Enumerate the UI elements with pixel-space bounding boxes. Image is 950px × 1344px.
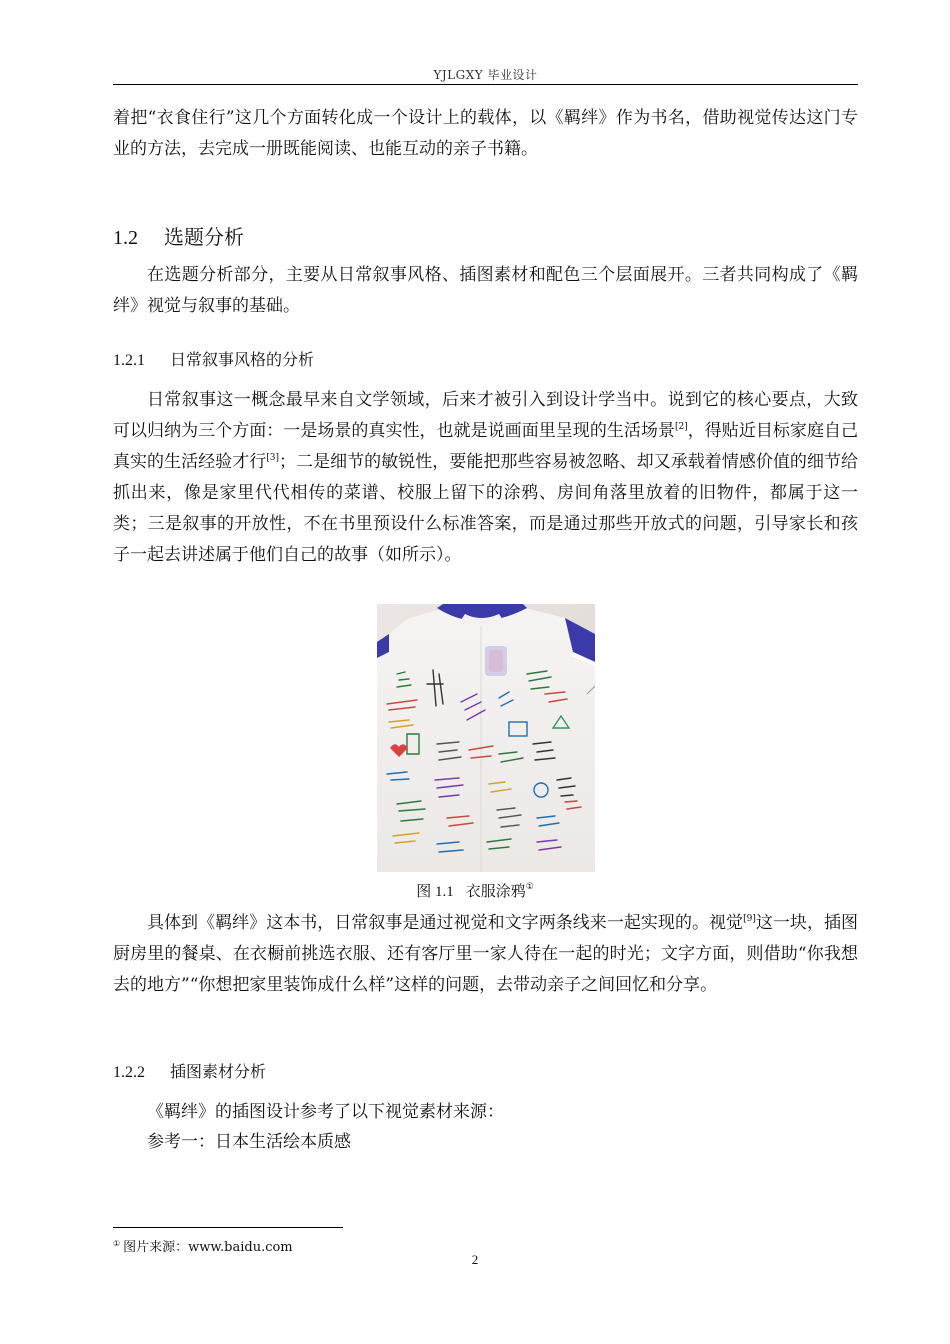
narrative-style-paragraph	[113, 385, 858, 571]
footnote-text: 图片来源：www.baidu.com	[123, 1240, 293, 1255]
paragraph-text: 这一块，插图厨房里的餐桌、在衣橱前挑选衣服、还有客厅里一家人待在一起的时光；文字方面，则借助“你我想去的地方”“你想把家里装饰成什么样”这样的问题，去带动亲子之间回忆和分享。	[113, 913, 859, 995]
paragraph-text: 日常叙事这一概念最早来自文学领域，后来才被引入到设计学当中。说到它的核心要点，大致可以归纳为三个方面：一是场景的真实性，也就是说画面里呈现的生活场景	[113, 390, 858, 441]
shirt-graffiti-photo	[377, 604, 595, 872]
section-title: 选题分析	[164, 225, 244, 249]
illustration-sources-paragraph: 《羁绊》的插图设计参考了以下视觉素材来源：	[147, 1102, 504, 1122]
subsection-heading-1-2-1	[113, 347, 314, 370]
footnote-rule	[113, 1227, 343, 1228]
subsection-title: 插图素材分析	[170, 1062, 267, 1081]
figure-footnote-mark: ①	[525, 882, 534, 892]
section-number: 1.2	[113, 227, 138, 249]
section-1-2-paragraph: 在选题分析部分，主要从日常叙事风格、插图素材和配色三个层面展开。三者共同构成了《羁绊》视觉与叙事的基础。	[113, 265, 858, 316]
figure-caption-text: 衣服涂鸦	[465, 882, 526, 900]
figure-caption	[0, 880, 950, 901]
section-heading-1-2	[113, 221, 244, 250]
header-rule	[113, 84, 858, 85]
subsection-number: 1.2.2	[113, 1064, 145, 1081]
page-number: 2	[471, 1252, 479, 1267]
after-figure-paragraph	[113, 908, 858, 1001]
intro-paragraph: 着把“衣食住行”这几个方面转化成一个设计上的载体，以《羁绊》作为书名，借助视觉传达这门专业的方法，去完成一册既能阅读、也能互动的亲子书籍。	[113, 108, 858, 159]
footnote-mark: ①	[113, 1239, 121, 1248]
subsection-heading-1-2-2	[113, 1059, 266, 1082]
paragraph-text: ，得贴近目标家庭自己真实的生活经验才行	[113, 421, 859, 472]
figure-number: 图 1.1	[416, 884, 454, 900]
citation-ref: [9]	[743, 914, 756, 924]
subsection-title: 日常叙事风格的分析	[170, 350, 315, 369]
citation-ref: [3]	[266, 453, 280, 463]
citation-ref: [2]	[674, 422, 688, 432]
paragraph-text: 具体到《羁绊》这本书，日常叙事是通过视觉和文字两条线来一起实现的。视觉	[147, 913, 744, 933]
page-header: YJLGXY 毕业设计	[433, 68, 538, 82]
reference-one-paragraph: 参考一：日本生活绘本质感	[147, 1132, 351, 1152]
subsection-number: 1.2.1	[113, 352, 145, 369]
paragraph-text: ；二是细节的敏锐性，要能把那些容易被忽略、却又承载着情感价值的细节给抓出来，像是家里代代相传的菜谱、校服上留下的涂鸦、房间角落里放着的旧物件，都属于这一类；三是叙事的开放性，不在书里预设什么标准答案，而是通过那些开放式的问题，引导家长和孩子一起去讲述属于他们自己的故事（如所示）。	[113, 452, 859, 565]
